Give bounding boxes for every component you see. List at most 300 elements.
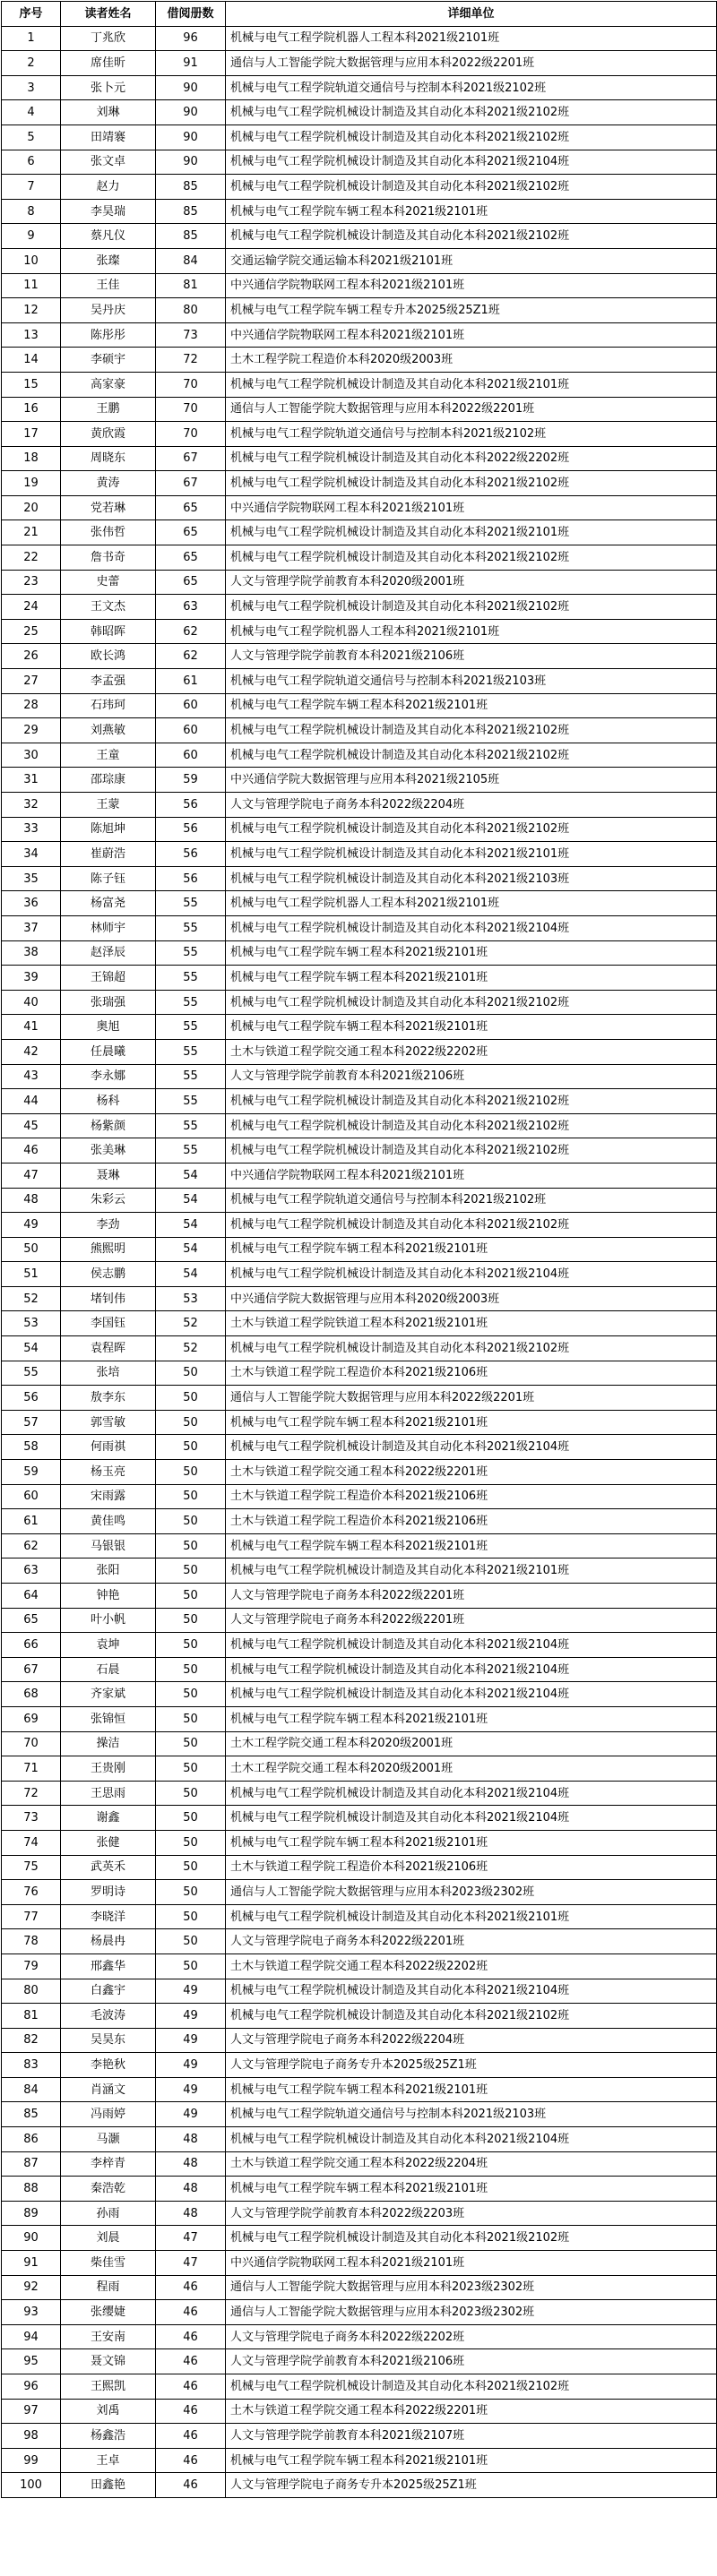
cell-borrow-count: 50 <box>156 1929 226 1954</box>
cell-reader-name: 冯雨婷 <box>61 2102 156 2127</box>
cell-reader-name: 敖李东 <box>61 1386 156 1411</box>
cell-unit-detail: 中兴通信学院物联网工程本科2021级2101班 <box>226 495 717 520</box>
cell-unit-detail: 通信与人工智能学院大数据管理与应用本科2022级2201班 <box>226 1386 717 1411</box>
cell-serial-number: 50 <box>2 1237 61 1262</box>
table-row <box>2 1855 717 1880</box>
cell-reader-name: 毛波涛 <box>61 2004 156 2029</box>
cell-reader-name: 刘琳 <box>61 100 156 125</box>
cell-unit-detail: 机械与电气工程学院机械设计制造及其自动化本科2021级2104班 <box>226 1633 717 1658</box>
cell-unit-detail: 机械与电气工程学院机器人工程本科2021级2101班 <box>226 891 717 916</box>
cell-serial-number: 88 <box>2 2177 61 2202</box>
cell-unit-detail: 机械与电气工程学院车辆工程本科2021级2101班 <box>226 199 717 224</box>
cell-serial-number: 60 <box>2 1484 61 1509</box>
cell-reader-name: 周晓东 <box>61 446 156 471</box>
table-row <box>2 2004 717 2029</box>
cell-unit-detail: 机械与电气工程学院车辆工程本科2021级2101班 <box>226 966 717 991</box>
cell-reader-name: 叶小帆 <box>61 1608 156 1633</box>
cell-unit-detail: 人文与管理学院电子商务本科2022级2201班 <box>226 1584 717 1609</box>
cell-serial-number: 95 <box>2 2349 61 2374</box>
table-row <box>2 1311 717 1336</box>
cell-borrow-count: 49 <box>156 2028 226 2053</box>
cell-borrow-count: 56 <box>156 866 226 891</box>
cell-borrow-count: 50 <box>156 1584 226 1609</box>
cell-borrow-count: 50 <box>156 1460 226 1485</box>
cell-reader-name: 李昊瑞 <box>61 199 156 224</box>
cell-unit-detail: 机械与电气工程学院机械设计制造及其自动化本科2021级2104班 <box>226 1682 717 1707</box>
cell-borrow-count: 50 <box>156 1558 226 1584</box>
cell-unit-detail: 机械与电气工程学院车辆工程本科2021级2101班 <box>226 1533 717 1558</box>
table-row <box>2 1460 717 1485</box>
cell-reader-name: 杨晨冉 <box>61 1929 156 1954</box>
cell-serial-number: 17 <box>2 422 61 447</box>
cell-borrow-count: 50 <box>156 1855 226 1880</box>
cell-borrow-count: 50 <box>156 1806 226 1831</box>
cell-unit-detail: 机械与电气工程学院机械设计制造及其自动化本科2021级2104班 <box>226 1806 717 1831</box>
table-row <box>2 1584 717 1609</box>
cell-unit-detail: 人文与管理学院学前教育本科2021级2106班 <box>226 2349 717 2374</box>
cell-unit-detail: 机械与电气工程学院机器人工程本科2021级2101班 <box>226 26 717 51</box>
cell-borrow-count: 90 <box>156 150 226 175</box>
cell-borrow-count: 73 <box>156 322 226 348</box>
cell-borrow-count: 50 <box>156 1657 226 1682</box>
table-row <box>2 2177 717 2202</box>
cell-reader-name: 武英禾 <box>61 1855 156 1880</box>
cell-borrow-count: 49 <box>156 2004 226 2029</box>
cell-reader-name: 何雨祺 <box>61 1435 156 1460</box>
cell-serial-number: 2 <box>2 51 61 76</box>
table-row <box>2 644 717 669</box>
cell-borrow-count: 65 <box>156 520 226 545</box>
cell-serial-number: 26 <box>2 644 61 669</box>
cell-reader-name: 陈彤彤 <box>61 322 156 348</box>
cell-serial-number: 40 <box>2 990 61 1015</box>
cell-borrow-count: 50 <box>156 1435 226 1460</box>
cell-unit-detail: 机械与电气工程学院机械设计制造及其自动化本科2021级2102班 <box>226 125 717 150</box>
table-row <box>2 224 717 249</box>
cell-reader-name: 张阳 <box>61 1558 156 1584</box>
table-row <box>2 1286 717 1311</box>
cell-unit-detail: 机械与电气工程学院轨道交通信号与控制本科2021级2102班 <box>226 1188 717 1213</box>
cell-reader-name: 蔡凡仪 <box>61 224 156 249</box>
table-row <box>2 1113 717 1138</box>
cell-reader-name: 杨紫颜 <box>61 1113 156 1138</box>
cell-unit-detail: 机械与电气工程学院机械设计制造及其自动化本科2021级2101班 <box>226 842 717 867</box>
cell-reader-name: 李国钰 <box>61 1311 156 1336</box>
table-row <box>2 1756 717 1782</box>
cell-borrow-count: 63 <box>156 595 226 620</box>
cell-unit-detail: 机械与电气工程学院机械设计制造及其自动化本科2021级2102班 <box>226 471 717 496</box>
table-row <box>2 1706 717 1731</box>
cell-reader-name: 王童 <box>61 743 156 768</box>
cell-borrow-count: 80 <box>156 298 226 323</box>
table-row <box>2 2053 717 2078</box>
table-row <box>2 1904 717 1929</box>
table-row <box>2 2349 717 2374</box>
cell-reader-name: 孙雨 <box>61 2201 156 2226</box>
cell-borrow-count: 84 <box>156 248 226 273</box>
cell-serial-number: 19 <box>2 471 61 496</box>
cell-unit-detail: 机械与电气工程学院车辆工程本科2021级2101班 <box>226 1410 717 1435</box>
cell-borrow-count: 62 <box>156 644 226 669</box>
cell-unit-detail: 土木与铁道工程学院工程造价本科2021级2106班 <box>226 1509 717 1534</box>
cell-reader-name: 史蕾 <box>61 570 156 595</box>
cell-unit-detail: 机械与电气工程学院机械设计制造及其自动化本科2021级2104班 <box>226 1979 717 2004</box>
reader-ranking-table <box>1 1 717 2498</box>
cell-serial-number: 1 <box>2 26 61 51</box>
cell-reader-name: 李艳秋 <box>61 2053 156 2078</box>
cell-serial-number: 98 <box>2 2424 61 2449</box>
cell-borrow-count: 70 <box>156 397 226 422</box>
cell-serial-number: 52 <box>2 1286 61 1311</box>
cell-unit-detail: 机械与电气工程学院机械设计制造及其自动化本科2021级2101班 <box>226 1558 717 1584</box>
cell-unit-detail: 机械与电气工程学院机器人工程本科2021级2101班 <box>226 619 717 644</box>
cell-reader-name: 谢鑫 <box>61 1806 156 1831</box>
cell-borrow-count: 50 <box>156 1880 226 1905</box>
cell-serial-number: 64 <box>2 1584 61 1609</box>
cell-borrow-count: 55 <box>156 1015 226 1040</box>
table-row <box>2 1806 717 1831</box>
cell-serial-number: 35 <box>2 866 61 891</box>
table-row <box>2 348 717 373</box>
cell-borrow-count: 46 <box>156 2424 226 2449</box>
cell-serial-number: 20 <box>2 495 61 520</box>
cell-serial-number: 47 <box>2 1163 61 1188</box>
cell-reader-name: 宋雨露 <box>61 1484 156 1509</box>
cell-unit-detail: 机械与电气工程学院车辆工程本科2021级2101班 <box>226 1015 717 1040</box>
cell-reader-name: 田靖褰 <box>61 125 156 150</box>
cell-unit-detail: 土木工程学院交通工程本科2020级2001班 <box>226 1756 717 1782</box>
cell-serial-number: 5 <box>2 125 61 150</box>
table-row <box>2 1064 717 1089</box>
cell-reader-name: 肖涵文 <box>61 2077 156 2102</box>
cell-borrow-count: 46 <box>156 2448 226 2473</box>
cell-serial-number: 75 <box>2 1855 61 1880</box>
table-row <box>2 966 717 991</box>
cell-unit-detail: 机械与电气工程学院车辆工程本科2021级2101班 <box>226 693 717 718</box>
cell-serial-number: 87 <box>2 2151 61 2177</box>
cell-unit-detail: 机械与电气工程学院车辆工程本科2021级2101班 <box>226 2177 717 2202</box>
cell-unit-detail: 机械与电气工程学院机械设计制造及其自动化本科2021级2102班 <box>226 990 717 1015</box>
table-row <box>2 248 717 273</box>
cell-borrow-count: 49 <box>156 2053 226 2078</box>
table-row <box>2 570 717 595</box>
table-row <box>2 1163 717 1188</box>
cell-unit-detail: 机械与电气工程学院轨道交通信号与控制本科2021级2102班 <box>226 75 717 100</box>
cell-serial-number: 38 <box>2 940 61 966</box>
cell-serial-number: 43 <box>2 1064 61 1089</box>
cell-borrow-count: 55 <box>156 1113 226 1138</box>
cell-borrow-count: 85 <box>156 175 226 200</box>
table-row <box>2 619 717 644</box>
cell-unit-detail: 土木与铁道工程学院交通工程本科2022级2202班 <box>226 1953 717 1979</box>
cell-reader-name: 张璨 <box>61 248 156 273</box>
cell-borrow-count: 96 <box>156 26 226 51</box>
table-row <box>2 793 717 818</box>
table-row <box>2 1682 717 1707</box>
cell-borrow-count: 50 <box>156 1731 226 1756</box>
table-row <box>2 298 717 323</box>
cell-unit-detail: 人文与管理学院学前教育本科2021级2106班 <box>226 644 717 669</box>
cell-reader-name: 王贵刚 <box>61 1756 156 1782</box>
cell-unit-detail: 机械与电气工程学院机械设计制造及其自动化本科2021级2104班 <box>226 2127 717 2152</box>
cell-reader-name: 聂文锦 <box>61 2349 156 2374</box>
cell-reader-name: 杨鑫浩 <box>61 2424 156 2449</box>
table-row <box>2 545 717 571</box>
cell-serial-number: 16 <box>2 397 61 422</box>
cell-reader-name: 高家豪 <box>61 372 156 397</box>
cell-borrow-count: 50 <box>156 1706 226 1731</box>
cell-unit-detail: 人文与管理学院学前教育本科2021级2107班 <box>226 2424 717 2449</box>
table-row <box>2 1509 717 1534</box>
cell-unit-detail: 土木与铁道工程学院工程造价本科2021级2106班 <box>226 1361 717 1386</box>
cell-unit-detail: 机械与电气工程学院机械设计制造及其自动化本科2021级2101班 <box>226 520 717 545</box>
cell-serial-number: 69 <box>2 1706 61 1731</box>
cell-borrow-count: 49 <box>156 2102 226 2127</box>
cell-reader-name: 詹书奇 <box>61 545 156 571</box>
cell-serial-number: 84 <box>2 2077 61 2102</box>
table-row <box>2 718 717 743</box>
cell-serial-number: 6 <box>2 150 61 175</box>
cell-reader-name: 席佳昕 <box>61 51 156 76</box>
cell-unit-detail: 土木与铁道工程学院交通工程本科2022级2204班 <box>226 2151 717 2177</box>
cell-reader-name: 柴佳雪 <box>61 2251 156 2276</box>
cell-borrow-count: 50 <box>156 1533 226 1558</box>
table-row <box>2 2374 717 2400</box>
cell-reader-name: 欧长鸿 <box>61 644 156 669</box>
table-row <box>2 1262 717 1287</box>
cell-borrow-count: 50 <box>156 1386 226 1411</box>
cell-reader-name: 奥旭 <box>61 1015 156 1040</box>
cell-unit-detail: 机械与电气工程学院车辆工程本科2021级2101班 <box>226 2077 717 2102</box>
cell-serial-number: 56 <box>2 1386 61 1411</box>
cell-borrow-count: 59 <box>156 768 226 793</box>
table-row <box>2 75 717 100</box>
cell-reader-name: 熊熙明 <box>61 1237 156 1262</box>
cell-serial-number: 11 <box>2 273 61 298</box>
cell-serial-number: 54 <box>2 1336 61 1361</box>
table-row <box>2 743 717 768</box>
table-row <box>2 1979 717 2004</box>
cell-unit-detail: 机械与电气工程学院车辆工程本科2021级2101班 <box>226 940 717 966</box>
cell-serial-number: 82 <box>2 2028 61 2053</box>
cell-borrow-count: 67 <box>156 446 226 471</box>
cell-serial-number: 39 <box>2 966 61 991</box>
cell-serial-number: 7 <box>2 175 61 200</box>
cell-unit-detail: 机械与电气工程学院轨道交通信号与控制本科2021级2102班 <box>226 422 717 447</box>
table-row <box>2 842 717 867</box>
table-row <box>2 2448 717 2473</box>
cell-unit-detail: 通信与人工智能学院大数据管理与应用本科2023级2302班 <box>226 2300 717 2325</box>
cell-borrow-count: 46 <box>156 2300 226 2325</box>
table-row <box>2 1608 717 1633</box>
cell-unit-detail: 机械与电气工程学院机械设计制造及其自动化本科2021级2102班 <box>226 1213 717 1238</box>
cell-unit-detail: 机械与电气工程学院机械设计制造及其自动化本科2021级2102班 <box>226 1113 717 1138</box>
cell-serial-number: 80 <box>2 1979 61 2004</box>
cell-unit-detail: 机械与电气工程学院机械设计制造及其自动化本科2021级2102班 <box>226 100 717 125</box>
cell-unit-detail: 中兴通信学院大数据管理与应用本科2020级2003班 <box>226 1286 717 1311</box>
table-row <box>2 1953 717 1979</box>
cell-unit-detail: 土木与铁道工程学院工程造价本科2021级2106班 <box>226 1855 717 1880</box>
cell-borrow-count: 91 <box>156 51 226 76</box>
table-row <box>2 2102 717 2127</box>
cell-serial-number: 81 <box>2 2004 61 2029</box>
cell-borrow-count: 56 <box>156 793 226 818</box>
cell-serial-number: 100 <box>2 2473 61 2498</box>
cell-reader-name: 杨富尧 <box>61 891 156 916</box>
cell-serial-number: 44 <box>2 1089 61 1114</box>
table-row <box>2 768 717 793</box>
cell-borrow-count: 50 <box>156 1781 226 1806</box>
cell-unit-detail: 人文与管理学院电子商务本科2022级2201班 <box>226 1608 717 1633</box>
table-row <box>2 1015 717 1040</box>
cell-serial-number: 66 <box>2 1633 61 1658</box>
cell-borrow-count: 55 <box>156 1138 226 1163</box>
cell-unit-detail: 机械与电气工程学院机械设计制造及其自动化本科2021级2104班 <box>226 1657 717 1682</box>
cell-unit-detail: 中兴通信学院物联网工程本科2021级2101班 <box>226 322 717 348</box>
cell-borrow-count: 54 <box>156 1188 226 1213</box>
cell-borrow-count: 50 <box>156 1361 226 1386</box>
cell-reader-name: 邵琮康 <box>61 768 156 793</box>
cell-serial-number: 31 <box>2 768 61 793</box>
cell-unit-detail: 交通运输学院交通运输本科2021级2101班 <box>226 248 717 273</box>
cell-reader-name: 马银银 <box>61 1533 156 1558</box>
cell-reader-name: 王熙凯 <box>61 2374 156 2400</box>
cell-unit-detail: 机械与电气工程学院机械设计制造及其自动化本科2021级2102班 <box>226 743 717 768</box>
cell-unit-detail: 人文与管理学院电子商务专升本2025级25Z1班 <box>226 2053 717 2078</box>
cell-reader-name: 张健 <box>61 1830 156 1855</box>
table-row <box>2 1558 717 1584</box>
cell-borrow-count: 55 <box>156 915 226 940</box>
cell-serial-number: 79 <box>2 1953 61 1979</box>
cell-serial-number: 59 <box>2 1460 61 1485</box>
cell-serial-number: 37 <box>2 915 61 940</box>
cell-reader-name: 马灏 <box>61 2127 156 2152</box>
cell-serial-number: 94 <box>2 2324 61 2349</box>
cell-borrow-count: 46 <box>156 2473 226 2498</box>
cell-serial-number: 18 <box>2 446 61 471</box>
cell-reader-name: 李晓洋 <box>61 1904 156 1929</box>
table-row <box>2 2424 717 2449</box>
cell-borrow-count: 90 <box>156 125 226 150</box>
cell-borrow-count: 53 <box>156 1286 226 1311</box>
table-row <box>2 1781 717 1806</box>
header-row <box>2 2 717 27</box>
cell-serial-number: 41 <box>2 1015 61 1040</box>
cell-borrow-count: 55 <box>156 1064 226 1089</box>
cell-reader-name: 李硕宇 <box>61 348 156 373</box>
cell-borrow-count: 72 <box>156 348 226 373</box>
cell-unit-detail: 机械与电气工程学院机械设计制造及其自动化本科2021级2102班 <box>226 1089 717 1114</box>
cell-serial-number: 9 <box>2 224 61 249</box>
table-row <box>2 51 717 76</box>
table-row <box>2 1435 717 1460</box>
cell-reader-name: 邢鑫华 <box>61 1953 156 1979</box>
cell-serial-number: 24 <box>2 595 61 620</box>
cell-serial-number: 90 <box>2 2226 61 2251</box>
cell-reader-name: 崔蔚浩 <box>61 842 156 867</box>
cell-borrow-count: 54 <box>156 1237 226 1262</box>
cell-reader-name: 王佳 <box>61 273 156 298</box>
cell-reader-name: 齐家斌 <box>61 1682 156 1707</box>
cell-serial-number: 30 <box>2 743 61 768</box>
cell-serial-number: 48 <box>2 1188 61 1213</box>
cell-serial-number: 78 <box>2 1929 61 1954</box>
cell-serial-number: 86 <box>2 2127 61 2152</box>
cell-borrow-count: 54 <box>156 1213 226 1238</box>
cell-serial-number: 76 <box>2 1880 61 1905</box>
cell-unit-detail: 机械与电气工程学院机械设计制造及其自动化本科2021级2101班 <box>226 1904 717 1929</box>
cell-borrow-count: 55 <box>156 990 226 1015</box>
cell-unit-detail: 土木工程学院交通工程本科2020级2001班 <box>226 1731 717 1756</box>
cell-reader-name: 王蒙 <box>61 793 156 818</box>
table-row <box>2 273 717 298</box>
cell-serial-number: 28 <box>2 693 61 718</box>
table-row <box>2 1089 717 1114</box>
cell-serial-number: 77 <box>2 1904 61 1929</box>
cell-reader-name: 王卓 <box>61 2448 156 2473</box>
table-row <box>2 2473 717 2498</box>
cell-borrow-count: 65 <box>156 545 226 571</box>
cell-unit-detail: 机械与电气工程学院机械设计制造及其自动化本科2021级2104班 <box>226 1262 717 1287</box>
table-row <box>2 1633 717 1658</box>
table-row <box>2 891 717 916</box>
cell-serial-number: 53 <box>2 1311 61 1336</box>
cell-reader-name: 袁程晖 <box>61 1336 156 1361</box>
cell-borrow-count: 49 <box>156 1979 226 2004</box>
cell-reader-name: 张文卓 <box>61 150 156 175</box>
cell-serial-number: 92 <box>2 2275 61 2300</box>
table-row <box>2 397 717 422</box>
cell-borrow-count: 70 <box>156 372 226 397</box>
cell-unit-detail: 通信与人工智能学院大数据管理与应用本科2022级2201班 <box>226 51 717 76</box>
table-row <box>2 1731 717 1756</box>
cell-serial-number: 12 <box>2 298 61 323</box>
cell-serial-number: 13 <box>2 322 61 348</box>
cell-unit-detail: 机械与电气工程学院机械设计制造及其自动化本科2021级2104班 <box>226 1781 717 1806</box>
cell-borrow-count: 50 <box>156 1682 226 1707</box>
cell-serial-number: 71 <box>2 1756 61 1782</box>
table-row <box>2 2251 717 2276</box>
cell-borrow-count: 81 <box>156 273 226 298</box>
cell-serial-number: 70 <box>2 1731 61 1756</box>
header-reader-name: 读者姓名 <box>61 2 156 27</box>
cell-reader-name: 黄涛 <box>61 471 156 496</box>
cell-unit-detail: 人文与管理学院电子商务本科2022级2202班 <box>226 2324 717 2349</box>
cell-unit-detail: 通信与人工智能学院大数据管理与应用本科2023级2302班 <box>226 1880 717 1905</box>
cell-serial-number: 22 <box>2 545 61 571</box>
cell-serial-number: 8 <box>2 199 61 224</box>
table-row <box>2 100 717 125</box>
table-row <box>2 1138 717 1163</box>
cell-serial-number: 85 <box>2 2102 61 2127</box>
cell-reader-name: 秦浩乾 <box>61 2177 156 2202</box>
cell-reader-name: 王安南 <box>61 2324 156 2349</box>
cell-unit-detail: 机械与电气工程学院机械设计制造及其自动化本科2021级2104班 <box>226 915 717 940</box>
cell-unit-detail: 机械与电气工程学院机械设计制造及其自动化本科2021级2102班 <box>226 718 717 743</box>
cell-unit-detail: 机械与电气工程学院车辆工程本科2021级2101班 <box>226 1706 717 1731</box>
table-row <box>2 446 717 471</box>
cell-borrow-count: 90 <box>156 100 226 125</box>
cell-reader-name: 堵钊伟 <box>61 1286 156 1311</box>
cell-borrow-count: 90 <box>156 75 226 100</box>
cell-serial-number: 46 <box>2 1138 61 1163</box>
header-serial-number: 序号 <box>2 2 61 27</box>
table-row <box>2 322 717 348</box>
cell-reader-name: 任晨曦 <box>61 1039 156 1064</box>
cell-reader-name: 李孟强 <box>61 669 156 694</box>
cell-borrow-count: 48 <box>156 2201 226 2226</box>
cell-reader-name: 田鑫艳 <box>61 2473 156 2498</box>
